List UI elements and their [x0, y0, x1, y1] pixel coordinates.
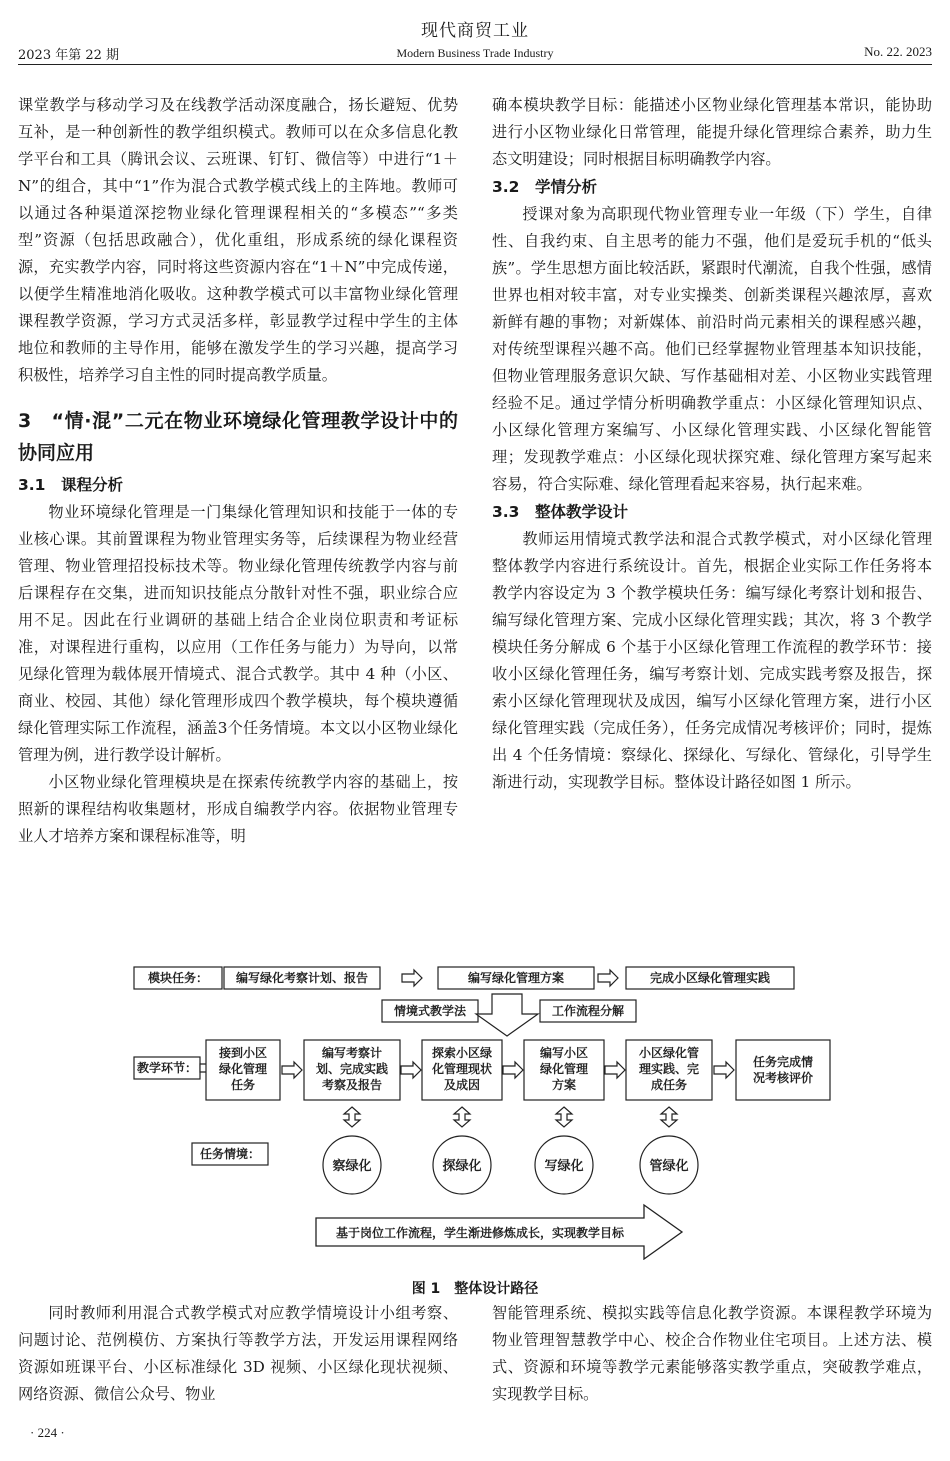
step-line: 接到小区 [218, 1046, 268, 1060]
right-arrow-icon [503, 1062, 523, 1078]
situation-text: 探绿化 [442, 1159, 482, 1174]
module-text: 编写绿化管理方案 [467, 971, 565, 985]
bottom-left-column [18, 1300, 458, 1408]
step-line: 化管理现状 [431, 1062, 493, 1076]
right-arrow-icon [401, 1062, 421, 1078]
paragraph: 物业环境绿化管理是一门集绿化管理知识和技能于一体的专业核心课。其前置课程为物业管理实务等，后续课程为物业经营管理、物业管理招投标技术等。物业绿化管理传统教学内容与前后课程存在交集，进而知识技能点分散针对性不强，职业综合应用不足。因此在行业调研的基础上结合企业岗位职责和考证标准，对课程进行重构，以应用（工作任务与能力）为导向，以常见绿化管理为载体展开情境式、混合式教学。其中 4 种（小区、商业、校园、其他）绿化管理形成四个教学模块，每个模块遵循绿化管理实际工作流程，涵盖3个任务情境。本文以小区物业绿化管理为例，进行教学设计解析。 [18, 503, 458, 764]
step-line: 方案 [551, 1078, 577, 1092]
issue-label: 2023 年第 22 期 [18, 48, 120, 63]
right-arrow-icon [402, 970, 422, 986]
subsection-3-2-heading: 3.2 学情分析 [492, 178, 597, 196]
step-line: 及成因 [443, 1078, 481, 1092]
figure-design-path [120, 960, 840, 1260]
paragraph: 教师运用情境式教学法和混合式教学模式，对小区绿化管理整体教学内容进行系统设计。首先，根据企业实际工作任务将本教学内容设定为 3 个教学模块任务：编写绿化考察计划和报告、编写绿化管理方案、完成小区绿化管理实践；其次，将 3 个教学模块任务分解成 6 个基于小区绿化管理工作流程的教学环节：接收小区绿化管理任务，编写考察计划、完成实践考察及报告，探索小区绿化管理现状及成因，编写小区绿化管理方案，进行小区绿化管理实践（完成任务），任务完成情况考核评价；同时，提炼出 4 个任务情境：察绿化、探绿化、写绿化、管绿化，引导学生渐进行动，实现教学目标。整体设计路径如图 1 所示。 [492, 530, 932, 791]
step-label: 教学环节： [136, 1061, 198, 1075]
method-text: 情境式教学法 [393, 1004, 467, 1018]
paragraph: 确本模块教学目标：能描述小区物业绿化管理基本常识，能协助进行小区物业绿化日常管理，能提升绿化管理综合素养，助力生态文明建设；同时根据目标明确教学内容。 [492, 96, 932, 168]
paragraph: 小区物业绿化管理模块是在探索传统教学内容的基础上，按照新的课程结构收集题材，形成自编教学内容。依据物业管理专业人才培养方案和课程标准等，明 [18, 773, 458, 845]
paragraph: 同时教师利用混合式教学模式对应教学情境设计小组考察、问题讨论、范例模仿、方案执行等教学方法，开发运用课程网络资源如班课平台、小区标准绿化 3D 视频、小区绿化现状视频、网络资源、微信公众号、物业 [18, 1304, 458, 1403]
paragraph: 授课对象为高职现代物业管理专业一年级（下）学生，自律性、自我约束、自主思考的能力不强，他们是爱玩手机的“低头族”。学生思想方面比较活跃，紧跟时代潮流，自我个性强，感情世界也相对较丰富，对专业实操类、创新类课程兴趣浓厚，喜欢新鲜有趣的事物；对新媒体、前沿时尚元素相关的课程感兴趣，对传统型课程兴趣不高。他们已经掌握物业管理基本知识技能，但物业管理服务意识欠缺、写作基础相对差、小区物业实践管理经验不足。通过学情分析明确教学重点：小区绿化管理知识点、小区绿化管理方案编写、小区绿化管理实践、小区绿化智能管理；发现教学难点：小区绿化现状探究难、绿化管理方案写起来容易，符合实际难、绿化管理看起来容易，执行起来难。 [492, 205, 932, 493]
double-arrow-icon [454, 1107, 470, 1127]
double-arrow-icon [344, 1107, 360, 1127]
step-line: 任务完成情 [752, 1055, 814, 1069]
module-text: 编写绿化考察计划、报告 [235, 971, 369, 985]
situation-text: 察绿化 [332, 1159, 372, 1174]
step-line: 小区绿化管 [638, 1046, 700, 1060]
figure-caption: 图 1 整体设计路径 [411, 1281, 539, 1297]
right-arrow-icon [605, 1062, 625, 1078]
right-arrow-icon [282, 1062, 302, 1078]
bottom-right-column [492, 1300, 932, 1408]
step-line: 编写考察计 [321, 1046, 383, 1060]
section-3-heading: 3 “情·混”二元在物业环境绿化管理教学设计中的协同应用 [18, 410, 458, 464]
down-arrow-icon [476, 994, 538, 1036]
step-line: 理实践、完 [638, 1062, 700, 1076]
module-label: 模块任务： [147, 971, 209, 985]
journal-title: 现代商贸工业 [421, 21, 529, 41]
situation-label: 任务情境： [199, 1147, 261, 1161]
paragraph: 智能管理系统、模拟实践等信息化教学资源。本课程教学环境为物业管理智慧教学中心、校企合作物业住宅项目。上述方法、模式、资源和环境等教学元素能够落实教学重点，突破教学难点，实现教学目标。 [492, 1304, 932, 1403]
step-line: 编写小区 [539, 1046, 589, 1060]
issue-number: No. 22. 2023 [864, 44, 932, 59]
progress-arrow-text: 基于岗位工作流程，学生渐进修炼成长，实现教学目标 [335, 1226, 625, 1240]
double-arrow-icon [556, 1107, 572, 1127]
step-line: 任务 [230, 1078, 256, 1092]
step-line: 探索小区绿 [431, 1046, 493, 1060]
situation-text: 写绿化 [544, 1159, 584, 1174]
step-line: 绿化管理 [539, 1062, 589, 1076]
module-text: 完成小区绿化管理实践 [649, 971, 771, 985]
header-rule [18, 64, 932, 65]
situation-text: 管绿化 [649, 1159, 689, 1174]
method-text: 工作流程分解 [551, 1004, 625, 1018]
step-line: 绿化管理 [218, 1062, 268, 1076]
page-number: · 224 · [30, 1425, 65, 1440]
step-line: 况考核评价 [752, 1071, 814, 1085]
double-arrow-icon [661, 1107, 677, 1127]
journal-english-title: Modern Business Trade Industry [396, 46, 554, 60]
subsection-3-1-heading: 3.1 课程分析 [18, 476, 123, 494]
right-column [492, 92, 932, 796]
right-arrow-icon [714, 1062, 734, 1078]
paragraph: 课堂教学与移动学习及在线教学活动深度融合，扬长避短、优势互补，是一种创新性的教学组织模式。教师可以在众多信息化教学平台和工具（腾讯会议、云班课、钉钉、微信等）中进行“1＋N”的组合，其中“1”作为混合式教学模式线上的主阵地。教师可以通过各种渠道深挖物业绿化管理课程相关的“多模态”“多类型”资源（包括思政融合），优化重组，形成系统的绿化课程资源，充实教学内容，同时将这些资源内容在“1＋N”中完成传递，以便学生精准地消化吸收。这种教学模式可以丰富物业绿化管理课程教学资源，学习方式灵活多样，彰显教学过程中学生的主体地位和教师的主导作用，能够在激发学生的学习兴趣，提高学习积极性，培养学习自主性的同时提高教学质量。 [18, 96, 458, 384]
step-line: 考察及报告 [321, 1078, 383, 1092]
left-column [18, 92, 458, 850]
step-line: 划、完成实践 [315, 1062, 389, 1076]
step-box [736, 1040, 830, 1100]
right-arrow-icon [598, 970, 618, 986]
step-line: 成任务 [650, 1078, 688, 1092]
subsection-3-3-heading: 3.3 整体教学设计 [492, 503, 628, 521]
